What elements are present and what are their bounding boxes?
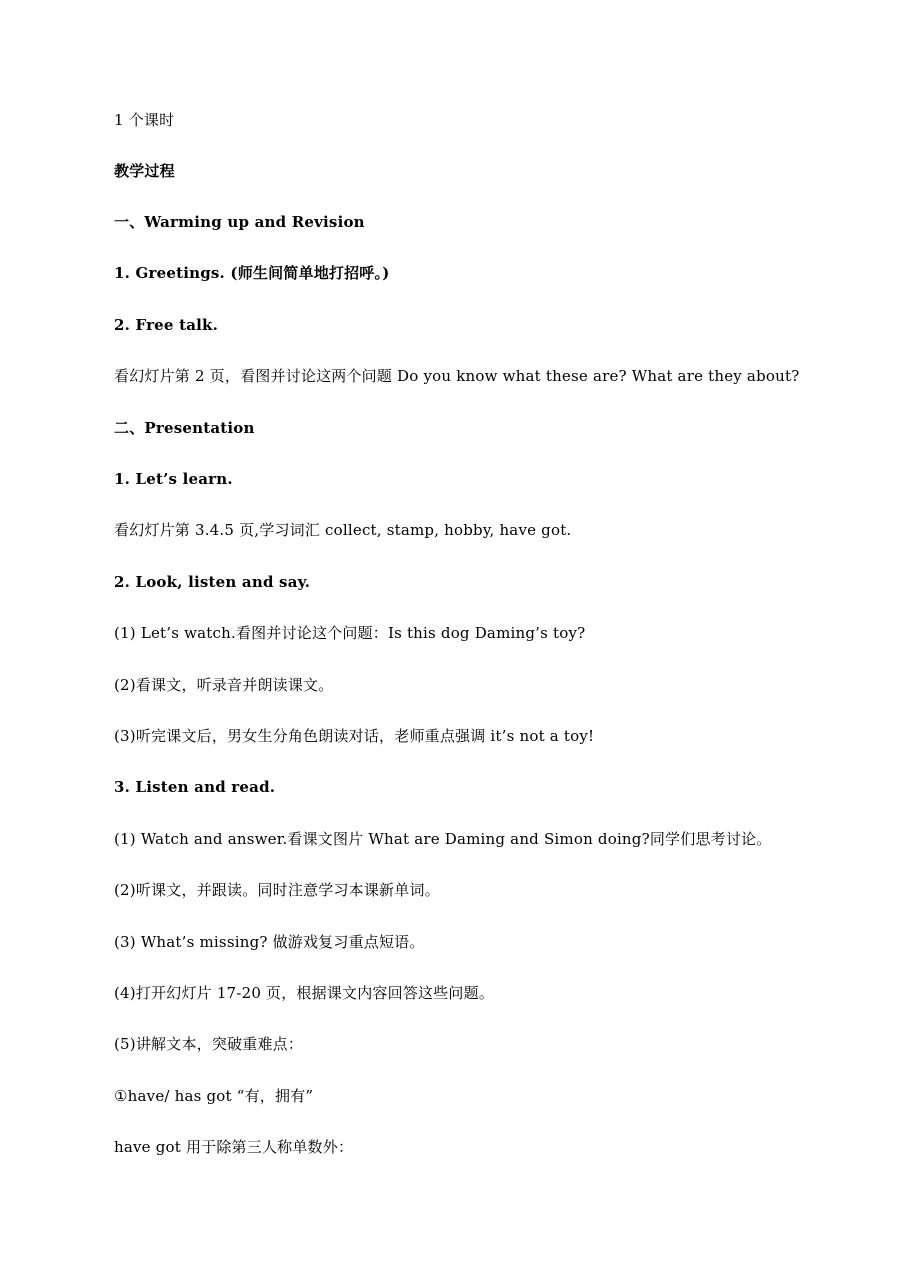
section-heading-presentation: 二、Presentation (114, 419, 255, 437)
step-listen-read: 3. Listen and read. (114, 778, 276, 796)
step-lets-learn: 1. Let’s learn. (114, 470, 233, 488)
grammar-note: have got 用于除第三人称单数外： (114, 1138, 354, 1156)
step-free-talk: 2. Free talk. (114, 316, 219, 334)
list-item: (3) What’s missing? 做游戏复习重点短语。 (114, 933, 425, 951)
list-item: (2)看课文，听录音并朗读课文。 (114, 676, 334, 694)
list-item: (1) Let’s watch.看图并讨论这个问题：Is this dog Daming’s toy? (114, 624, 586, 642)
list-item: (4)打开幻灯片 17-20 页，根据课文内容回答这些问题。 (114, 984, 495, 1002)
list-item: (2)听课文，并跟读。同时注意学习本课新单词。 (114, 881, 440, 899)
list-item: (1) Watch and answer.看课文图片 What are Daming and Simon doing?同学们思考讨论。 (114, 830, 772, 848)
step-look-listen-say: 2. Look, listen and say. (114, 573, 311, 591)
section-heading-warming-up: 一、Warming up and Revision (114, 213, 365, 231)
section-heading-teaching-process: 教学过程 (114, 162, 175, 180)
free-talk-instruction: 看幻灯片第 2 页，看图并讨论这两个问题 Do you know what these are? What are they about? (114, 367, 800, 385)
class-hours: 1 个课时 (114, 111, 175, 129)
step-greetings: 1. Greetings. (师生间简单地打招呼。) (114, 264, 390, 282)
lets-learn-instruction: 看幻灯片第 3.4.5 页,学习词汇 collect, stamp, hobby, have got. (114, 521, 572, 539)
list-item: (3)听完课文后，男女生分角色朗读对话，老师重点强调 it’s not a toy! (114, 727, 595, 745)
list-item: (5)讲解文本，突破重难点： (114, 1035, 304, 1053)
grammar-point: ①have/ has got “有，拥有” (114, 1087, 314, 1105)
